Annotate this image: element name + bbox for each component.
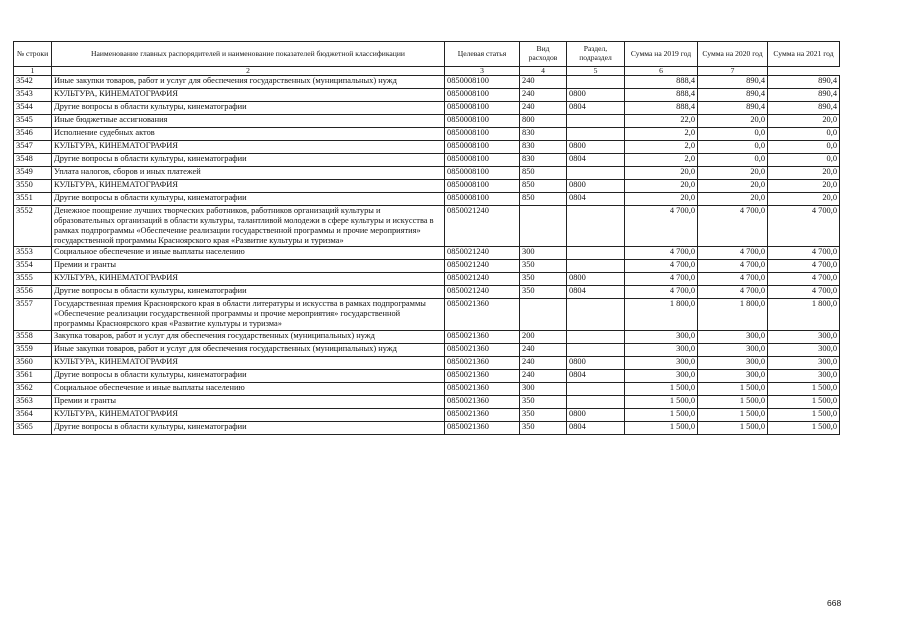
expense-type: 830 [520,154,567,167]
target-article: 0850021360 [445,330,520,343]
sum-2019: 4 700,0 [625,286,698,299]
header-name: Наименование главных распорядителей и наименование показателей бюджетной классификации [52,42,445,67]
sum-2021: 890,4 [768,102,840,115]
sum-2021: 300,0 [768,343,840,356]
table-row [14,247,840,260]
row-name: Государственная премия Красноярского края в области литературы и искусства в рамках подпрограммы «Обеспечение реализации государственной программы и прочие мероприятия» государственной программы Красноярского края «Развитие культуры и туризма» [52,299,445,330]
sum-2021: 20,0 [768,193,840,206]
row-name: КУЛЬТУРА, КИНЕМАТОГРАФИЯ [52,89,445,102]
target-article: 0850008100 [445,141,520,154]
sum-2019: 300,0 [625,330,698,343]
section-code [567,299,625,330]
sum-2021: 4 700,0 [768,286,840,299]
target-article: 0850008100 [445,154,520,167]
sum-2019: 4 700,0 [625,273,698,286]
table-row [14,421,840,434]
target-article: 0850021240 [445,273,520,286]
target-article: 0850008100 [445,102,520,115]
sum-2020: 4 700,0 [698,260,768,273]
table-row [14,286,840,299]
row-number: 3551 [14,193,52,206]
table-row [14,299,840,330]
target-article: 0850021360 [445,299,520,330]
table-row [14,193,840,206]
table-row [14,180,840,193]
section-code [567,382,625,395]
target-article: 0850008100 [445,167,520,180]
row-name: КУЛЬТУРА, КИНЕМАТОГРАФИЯ [52,273,445,286]
sum-2020: 1 800,0 [698,299,768,330]
column-number: 1 [14,67,52,76]
section-code: 0804 [567,154,625,167]
row-number: 3549 [14,167,52,180]
row-name: Другие вопросы в области культуры, кинематографии [52,286,445,299]
expense-type: 350 [520,273,567,286]
target-article: 0850021360 [445,395,520,408]
expense-type [520,206,567,247]
section-code [567,395,625,408]
row-number: 3555 [14,273,52,286]
sum-2020: 890,4 [698,89,768,102]
expense-type: 850 [520,167,567,180]
sum-2019: 22,0 [625,115,698,128]
sum-2019: 4 700,0 [625,247,698,260]
sum-2021: 20,0 [768,115,840,128]
row-number: 3558 [14,330,52,343]
sum-2019: 1 500,0 [625,421,698,434]
target-article: 0850008100 [445,76,520,89]
sum-2021: 1 500,0 [768,421,840,434]
row-number: 3565 [14,421,52,434]
sum-2020: 20,0 [698,115,768,128]
sum-2021: 890,4 [768,76,840,89]
table-row [14,408,840,421]
section-code: 0804 [567,102,625,115]
header-row-number: № строки [14,42,52,67]
column-number: 2 [52,67,445,76]
target-article: 0850021360 [445,421,520,434]
expense-type: 200 [520,330,567,343]
sum-2020: 300,0 [698,343,768,356]
row-number: 3550 [14,180,52,193]
sum-2021: 300,0 [768,369,840,382]
sum-2021: 890,4 [768,89,840,102]
expense-type: 350 [520,408,567,421]
sum-2020: 1 500,0 [698,395,768,408]
expense-type: 350 [520,421,567,434]
expense-type: 830 [520,141,567,154]
sum-2020: 0,0 [698,128,768,141]
expense-type: 350 [520,395,567,408]
expense-type: 300 [520,382,567,395]
column-numbers-row [14,67,840,76]
row-number: 3542 [14,76,52,89]
header-target-article: Целевая статья [445,42,520,67]
target-article: 0850021240 [445,247,520,260]
sum-2021: 300,0 [768,356,840,369]
row-name: Исполнение судебных актов [52,128,445,141]
table-row [14,273,840,286]
sum-2019: 300,0 [625,369,698,382]
row-name: Иные бюджетные ассигнования [52,115,445,128]
row-name: Премии и гранты [52,395,445,408]
section-code: 0800 [567,408,625,421]
table-row [14,356,840,369]
table-row [14,343,840,356]
sum-2021: 0,0 [768,128,840,141]
row-number: 3545 [14,115,52,128]
table-row [14,260,840,273]
sum-2019: 2,0 [625,141,698,154]
row-number: 3564 [14,408,52,421]
sum-2021: 4 700,0 [768,260,840,273]
expense-type: 240 [520,356,567,369]
sum-2019: 888,4 [625,89,698,102]
row-name: Премии и гранты [52,260,445,273]
section-code [567,247,625,260]
sum-2020: 1 500,0 [698,382,768,395]
sum-2021: 1 800,0 [768,299,840,330]
sum-2020: 4 700,0 [698,273,768,286]
row-name: Другие вопросы в области культуры, кинематографии [52,154,445,167]
sum-2021: 300,0 [768,330,840,343]
section-code [567,330,625,343]
row-name: Социальное обеспечение и иные выплаты населению [52,382,445,395]
sum-2020: 300,0 [698,369,768,382]
sum-2019: 20,0 [625,180,698,193]
row-number: 3557 [14,299,52,330]
section-code [567,76,625,89]
row-name: Другие вопросы в области культуры, кинематографии [52,421,445,434]
row-name: Иные закупки товаров, работ и услуг для обеспечения государственных (муниципальных) нужд [52,343,445,356]
section-code [567,128,625,141]
section-code: 0800 [567,141,625,154]
row-name: Другие вопросы в области культуры, кинематографии [52,193,445,206]
sum-2020: 20,0 [698,167,768,180]
row-number: 3544 [14,102,52,115]
expense-type: 240 [520,343,567,356]
sum-2019: 300,0 [625,356,698,369]
table-row [14,382,840,395]
target-article: 0850021240 [445,286,520,299]
row-name: Другие вопросы в области культуры, кинематографии [52,369,445,382]
sum-2020: 0,0 [698,141,768,154]
table-row [14,206,840,247]
sum-2020: 1 500,0 [698,421,768,434]
sum-2021: 0,0 [768,141,840,154]
row-number: 3556 [14,286,52,299]
header-sum-2020: Сумма на 2020 год [698,42,768,67]
table-row [14,369,840,382]
sum-2021: 1 500,0 [768,382,840,395]
sum-2020: 4 700,0 [698,286,768,299]
sum-2019: 2,0 [625,128,698,141]
sum-2019: 20,0 [625,167,698,180]
sum-2020: 20,0 [698,193,768,206]
sum-2019: 1 500,0 [625,408,698,421]
row-name: Иные закупки товаров, работ и услуг для обеспечения государственных (муниципальных) нужд [52,76,445,89]
table-row [14,115,840,128]
sum-2021: 20,0 [768,180,840,193]
column-number: 6 [625,67,698,76]
row-number: 3563 [14,395,52,408]
row-name: КУЛЬТУРА, КИНЕМАТОГРАФИЯ [52,356,445,369]
row-name: Закупка товаров, работ и услуг для обеспечения государственных (муниципальных) нужд [52,330,445,343]
sum-2021: 1 500,0 [768,395,840,408]
row-name: Другие вопросы в области культуры, кинематографии [52,102,445,115]
sum-2021: 4 700,0 [768,247,840,260]
row-name: КУЛЬТУРА, КИНЕМАТОГРАФИЯ [52,408,445,421]
expense-type: 350 [520,286,567,299]
header-sum-2021: Сумма на 2021 год [768,42,840,67]
budget-table [13,41,840,435]
target-article: 0850021360 [445,356,520,369]
table-row [14,128,840,141]
row-name: Уплата налогов, сборов и иных платежей [52,167,445,180]
section-code [567,115,625,128]
expense-type: 240 [520,89,567,102]
row-number: 3553 [14,247,52,260]
row-name: Социальное обеспечение и иные выплаты населению [52,247,445,260]
sum-2021: 4 700,0 [768,206,840,247]
row-number: 3548 [14,154,52,167]
sum-2019: 4 700,0 [625,206,698,247]
sum-2021: 20,0 [768,167,840,180]
sum-2019: 4 700,0 [625,260,698,273]
row-number: 3552 [14,206,52,247]
column-number: 3 [445,67,520,76]
sum-2019: 888,4 [625,102,698,115]
row-number: 3547 [14,141,52,154]
sum-2020: 4 700,0 [698,247,768,260]
expense-type: 850 [520,193,567,206]
section-code [567,167,625,180]
sum-2020: 20,0 [698,180,768,193]
target-article: 0850021360 [445,343,520,356]
sum-2020: 890,4 [698,76,768,89]
sum-2019: 1 800,0 [625,299,698,330]
target-article: 0850008100 [445,180,520,193]
row-number: 3546 [14,128,52,141]
column-number: 7 [698,67,768,76]
section-code: 0800 [567,180,625,193]
table-row [14,102,840,115]
expense-type: 240 [520,369,567,382]
sum-2020: 890,4 [698,102,768,115]
target-article: 0850008100 [445,193,520,206]
table-row [14,89,840,102]
row-number: 3559 [14,343,52,356]
section-code: 0804 [567,193,625,206]
target-article: 0850021240 [445,206,520,247]
table-row [14,167,840,180]
header-expense-type: Вид расходов [520,42,567,67]
table-row [14,76,840,89]
expense-type: 830 [520,128,567,141]
section-code [567,206,625,247]
row-number: 3562 [14,382,52,395]
sum-2020: 300,0 [698,330,768,343]
sum-2019: 300,0 [625,343,698,356]
section-code: 0804 [567,421,625,434]
expense-type: 800 [520,115,567,128]
target-article: 0850021360 [445,408,520,421]
table-row [14,141,840,154]
row-name: Денежное поощрение лучших творческих работников, работников организаций культуры и образовательных организаций в области культуры, талантливой молодежи в сфере культуры и искусства в рамках подпрограммы «Обеспечение реализации государственной программы и прочие мероприятия» государственной программы Красноярского края «Развитие культуры и туризма» [52,206,445,247]
sum-2019: 1 500,0 [625,395,698,408]
row-name: КУЛЬТУРА, КИНЕМАТОГРАФИЯ [52,180,445,193]
target-article: 0850008100 [445,89,520,102]
sum-2019: 20,0 [625,193,698,206]
target-article: 0850021240 [445,260,520,273]
row-number: 3554 [14,260,52,273]
sum-2021: 0,0 [768,154,840,167]
header-section: Раздел, подраздел [567,42,625,67]
sum-2019: 888,4 [625,76,698,89]
target-article: 0850021360 [445,369,520,382]
section-code: 0804 [567,286,625,299]
table-row [14,395,840,408]
section-code: 0800 [567,356,625,369]
target-article: 0850021360 [445,382,520,395]
table-body [14,76,840,435]
expense-type: 350 [520,260,567,273]
sum-2021: 4 700,0 [768,273,840,286]
sum-2020: 0,0 [698,154,768,167]
table-row [14,154,840,167]
expense-type: 850 [520,180,567,193]
target-article: 0850008100 [445,115,520,128]
expense-type: 240 [520,76,567,89]
sum-2021: 1 500,0 [768,408,840,421]
header-sum-2019: Сумма на 2019 год [625,42,698,67]
sum-2019: 2,0 [625,154,698,167]
target-article: 0850008100 [445,128,520,141]
page-number: 668 [827,598,842,608]
expense-type: 240 [520,102,567,115]
row-number: 3560 [14,356,52,369]
row-number: 3543 [14,89,52,102]
expense-type [520,299,567,330]
section-code: 0800 [567,273,625,286]
expense-type: 300 [520,247,567,260]
column-number: 5 [567,67,625,76]
section-code: 0800 [567,89,625,102]
sum-2020: 4 700,0 [698,206,768,247]
row-number: 3561 [14,369,52,382]
sum-2019: 1 500,0 [625,382,698,395]
table-row [14,330,840,343]
column-number: 4 [520,67,567,76]
section-code: 0804 [567,369,625,382]
row-name: КУЛЬТУРА, КИНЕМАТОГРАФИЯ [52,141,445,154]
section-code [567,260,625,273]
sum-2020: 300,0 [698,356,768,369]
sum-2020: 1 500,0 [698,408,768,421]
section-code [567,343,625,356]
